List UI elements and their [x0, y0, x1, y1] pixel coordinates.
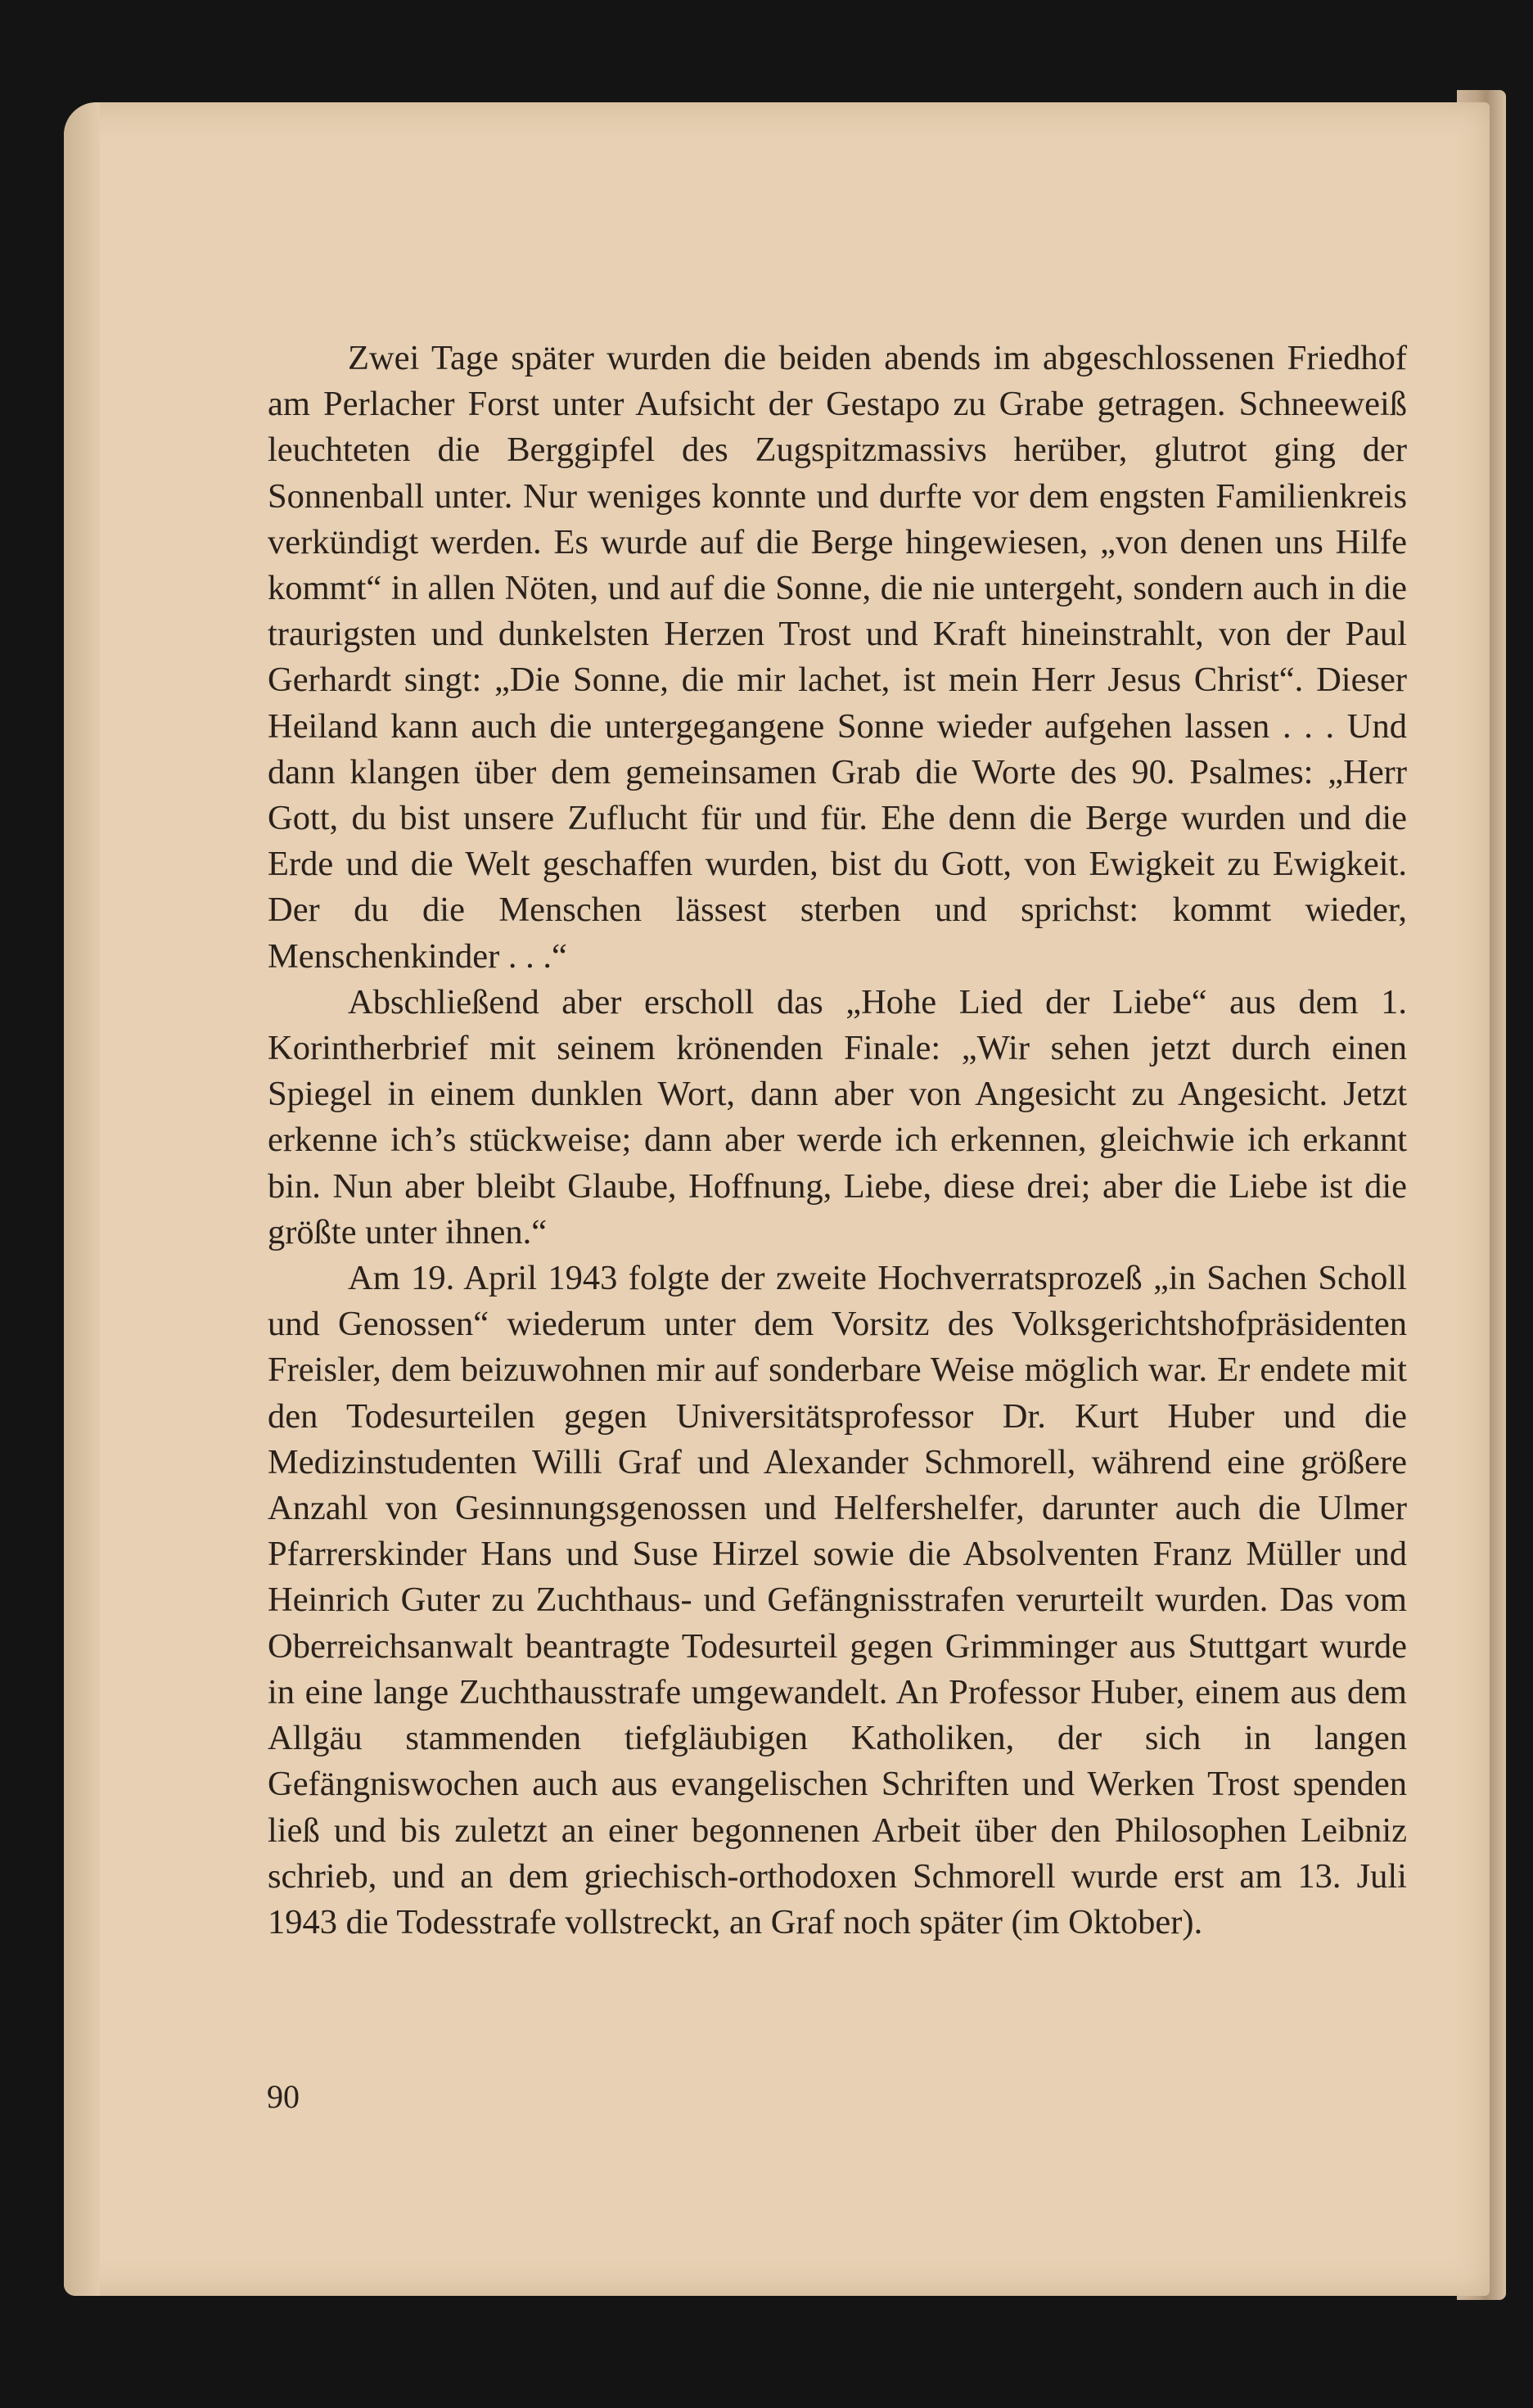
page-number: 90 — [267, 2078, 300, 2115]
body-text — [268, 336, 1407, 1946]
book-page — [64, 102, 1490, 2296]
paragraph-hohe-lied: Abschließend aber erscholl das „Hohe Lied der Liebe“ aus dem 1. Korintherbrief mit seinem krönenden Finale: „Wir sehen jetzt durch einen Spiegel in einem dunklen Wort, dann aber von Angesicht zu Angesicht. Jetzt erkenne ich’s stückweise; dann aber werde ich erkennen, gleichwie ich erkannt bin. Nun aber bleibt Glaube, Hoffnung, Liebe, diese drei; aber die Liebe ist die größte unter ihnen.“ — [268, 982, 1407, 1251]
paragraph-second-trial: Am 19. April 1943 folgte der zweite Hochverratsprozeß „in Sachen Scholl und Genossen“ wiederum unter dem Vorsitz des Volksgerichtshofpräsidenten Freisler, dem beizuwohnen mir auf sonderbare Weise möglich war. Er endete mit den Todesurteilen gegen Universitätsprofessor Dr. Kurt Huber und die Medizinstudenten Willi Graf und Alexander Schmorell, während eine größere Anzahl von Gesinnungsgenossen und Helfershelfer, darunter auch die Ulmer Pfarrerskinder Hans und Suse Hirzel sowie die Absolventen Franz Müller und Heinrich Guter zu Zuchthaus- und Gefängnisstrafen verurteilt wurden. Das vom Oberreichsanwalt beantragte Todesurteil gegen Grimminger aus Stuttgart wurde in eine lange Zuchthausstrafe umgewandelt. An Professor Huber, einem aus dem Allgäu stammenden tiefgläubigen Katholiken, der sich in langen Gefängniswochen auch aus evangelischen Schriften und Werken Trost spenden ließ und bis zuletzt an einer begonnenen Arbeit über den Philosophen Leibniz schrieb, und an dem griechisch-orthodoxen Schmorell wurde erst am 13. Juli 1943 die Todesstrafe vollstreckt, an Graf noch später (im Oktober). — [268, 1259, 1407, 1941]
paragraph-burial: Zwei Tage später wurden die beiden abends im abgeschlossenen Friedhof am Perlacher Forst unter Aufsicht der Gestapo zu Grabe getragen. Schneeweiß leuchteten die Berggipfel des Zugspitzmassivs herüber, glutrot ging der Sonnenball unter. Nur weniges konnte und durfte vor dem engsten Familienkreis verkündigt werden. Es wurde auf die Berge hingewiesen, „von denen uns Hilfe kommt“ in allen Nöten, und auf die Sonne, die nie untergeht, sondern auch in die traurigsten und dunkelsten Herzen Trost und Kraft hineinstrahlt, von der Paul Gerhardt singt: „Die Sonne, die mir lachet, ist mein Herr Jesus Christ“. Dieser Heiland kann auch die untergegangene Sonne wieder aufgehen lassen . . . Und dann klangen über dem gemeinsamen Grab die Worte des 90. Psalmes: „Herr Gott, du bist unsere Zuflucht für und für. Ehe denn die Berge wurden und die Erde und die Welt geschaffen wurden, bist du Gott, von Ewigkeit zu Ewigkeit. Der du die Menschen lässest sterben und sprichst: kommt wieder, Menschenkinder . . .“ — [268, 339, 1407, 976]
